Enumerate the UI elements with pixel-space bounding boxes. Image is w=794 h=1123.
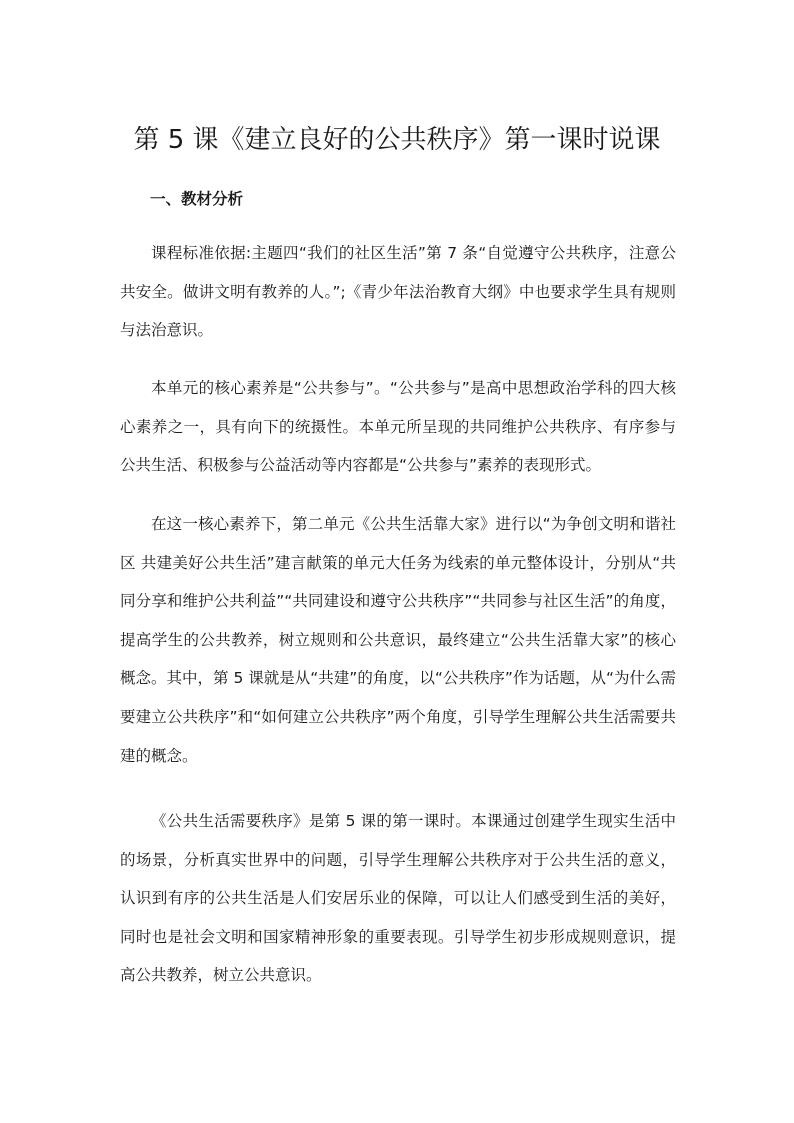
document-title: 第 5 课《建立良好的公共秩序》第一课时说课: [133, 125, 661, 155]
paragraph-unit-design: 在这一核心素养下，第二单元《公共生活靠大家》进行以“为争创文明和谐社区 共建美好公共生活”建言献策的单元大任务为线索的单元整体设计，分别从“共同分享和维护公共利益”“共同建设和遵守公共秩序”“共同参与社区生活”的角度，提高学生的公共教养，树立规则和公共意识，最终建立“公共生活靠大家”的核心概念。其中，第 5 课就是从“共建”的角度，以“公共秩序”作为话题，从“为什么需要建立公共秩序”和“如何建立公共秩序”两个角度，引导学生理解公共生活需要共建的概念。: [120, 515, 676, 765]
section-heading: 一、教材分析: [150, 190, 244, 208]
paragraph-core-literacy: 本单元的核心素养是“公共参与”。“公共参与”是高中思想政治学科的四大核心素养之一，具有向下的统摄性。本单元所呈现的共同维护公共秩序、有序参与公共生活、积极参与公益活动等内容都是“公共参与”素养的表现形式。: [120, 379, 676, 475]
paragraph-curriculum-basis: 课程标准依据:主题四“我们的社区生活”第 7 条“自觉遵守公共秩序，注意公共安全。做讲文明有教养的人。”;《青少年法治教育大纲》中也要求学生具有规则与法治意识。: [120, 244, 676, 340]
paragraph-lesson-overview: 《公共生活需要秩序》是第 5 课的第一课时。本课通过创建学生现实生活中的场景，分析真实世界中的问题，引导学生理解公共秩序对于公共生活的意义，认识到有序的公共生活是人们安居乐业的保障，可以让人们感受到生活的美好，同时也是社会文明和国家精神形象的重要表现。引导学生初步形成规则意识，提高公共教养，树立公共意识。: [120, 812, 676, 985]
